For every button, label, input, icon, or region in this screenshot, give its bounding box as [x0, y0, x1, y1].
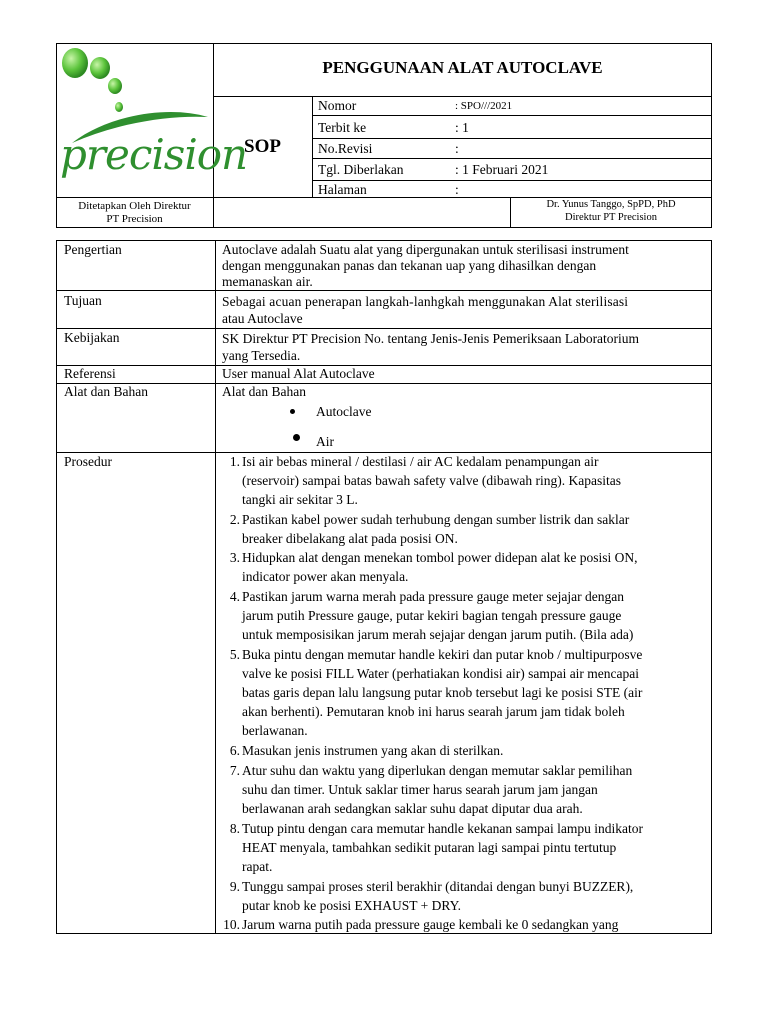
step-number: 5. — [229, 647, 240, 662]
meta-value-terbit: : 1 — [455, 120, 469, 135]
step-line: jarum putih Pressure gauge, putar kekiri bagian tengah pressure gauge — [242, 608, 622, 623]
bullet-icon — [293, 434, 300, 441]
step-number: 9. — [229, 879, 240, 894]
kebijakan-line: SK Direktur PT Precision No. tentang Jenis-Jenis Pemeriksaan Laboratorium — [222, 331, 640, 346]
tujuan-line: Sebagai acuan penerapan langkah-lanhgkah menggunakan Alat sterilisasi — [222, 294, 629, 309]
label-kebijakan: Kebijakan — [64, 330, 120, 345]
pengertian-line: memanaskan air. — [222, 274, 313, 289]
alat-item: Air — [316, 434, 334, 449]
meta-value-revisi: : — [455, 141, 459, 156]
tujuan-line: atau Autoclave — [222, 311, 303, 326]
step-line: breaker dibelakang alat pada posisi ON. — [242, 531, 458, 546]
procedure-step — [218, 741, 710, 760]
step-line: Jarum warna putih pada pressure gauge kembali ke 0 sedangkan yang — [242, 917, 619, 932]
meta-label-terbit: Terbit ke — [318, 120, 367, 135]
logo-wordmark: precision — [60, 130, 248, 179]
step-line: Buka pintu dengan memutar handle kekiri dan putar knob / multipurposve — [242, 647, 643, 662]
step-line: akan berhenti). Pemutaran knob ini harus searah jarum jam tidak boleh — [242, 704, 625, 719]
signer-title: Direktur PT Precision — [565, 212, 657, 223]
set-by-text — [56, 200, 213, 226]
step-line: rapat. — [242, 859, 273, 874]
procedure-step — [218, 877, 710, 915]
company-logo — [58, 45, 248, 195]
step-number: 2. — [229, 512, 240, 527]
step-line: Tunggu sampai proses steril berakhir (ditandai dengan bunyi BUZZER), — [242, 879, 634, 894]
step-line: Atur suhu dan waktu yang diperlukan dengan memutar saklar pemilihan — [242, 763, 633, 778]
sop-label: SOP — [244, 136, 281, 157]
meta-label-nomor: Nomor — [318, 98, 357, 113]
step-line: valve ke posisi FILL Water (perhatiakan kondisi air) sampai air mencapai — [242, 666, 640, 681]
tujuan-text — [222, 293, 708, 327]
alat-heading: Alat dan Bahan — [222, 384, 306, 399]
step-line: untuk memposisikan jarum merah sejajar dengan jarum putih. (Bila ada) — [242, 627, 634, 642]
meta-label-halaman: Halaman — [318, 182, 367, 197]
meta-value-tgl: : 1 Februari 2021 — [455, 162, 549, 177]
step-line: batas garis depan lalu langsung putar knob tersebut lagi ke posisi STE (air — [242, 685, 643, 700]
step-line: berlawanan. — [242, 723, 308, 738]
signer-text — [510, 198, 712, 224]
meta-value-halaman: : — [455, 182, 459, 197]
kebijakan-text — [222, 330, 708, 364]
procedure-step — [218, 587, 710, 644]
set-by-line2: PT Precision — [106, 213, 163, 225]
label-pengertian: Pengertian — [64, 242, 122, 257]
step-number: 8. — [229, 821, 240, 836]
document-title: PENGGUNAAN ALAT AUTOCLAVE — [322, 58, 603, 77]
step-line: putar knob ke posisi EXHAUST + DRY. — [242, 898, 461, 913]
procedure-step — [218, 761, 710, 818]
label-prosedur: Prosedur — [64, 454, 112, 469]
procedure-step — [218, 548, 710, 586]
pengertian-line: Autoclave adalah Suatu alat yang dipergunakan untuk sterilisasi instrument — [222, 242, 629, 257]
pengertian-line: dengan menggunakan panas dan tekanan uap yang dihasilkan dengan — [222, 258, 597, 273]
procedure-step — [218, 510, 710, 548]
alat-item: Autoclave — [316, 404, 372, 419]
bullet-icon — [290, 409, 295, 414]
step-number: 6. — [229, 743, 240, 758]
referensi-text: User manual Alat Autoclave — [222, 366, 375, 381]
step-number: 1. — [229, 454, 240, 469]
procedure-step — [218, 452, 710, 509]
procedure-step — [218, 645, 710, 740]
meta-label-revisi: No.Revisi — [318, 141, 373, 156]
step-line: berlawanan arah sedangkan saklar suhu dapat diputar dua arah. — [242, 801, 583, 816]
pengertian-text — [222, 242, 708, 290]
signer-name: Dr. Yunus Tanggo, SpPD, PhD — [546, 199, 676, 210]
step-line: indicator power akan menyala. — [242, 569, 409, 584]
step-line: suhu dan timer. Untuk saklar timer harus searah jarum jam jangan — [242, 782, 598, 797]
step-line: Masukan jenis instrumen yang akan di sterilkan. — [242, 743, 504, 758]
set-by-line1: Ditetapkan Oleh Direktur — [78, 200, 191, 212]
step-line: (reservoir) sampai batas bawah safety valve (dibawah ring). Kapasitas — [242, 473, 621, 488]
procedure-step — [218, 915, 710, 934]
label-alat-bahan: Alat dan Bahan — [64, 384, 148, 399]
step-number: 7. — [229, 763, 240, 778]
step-line: Hidupkan alat dengan menekan tombol power didepan alat ke posisi ON, — [242, 550, 638, 565]
step-number: 3. — [229, 550, 240, 565]
procedure-step — [218, 819, 710, 876]
kebijakan-line: yang Tersedia. — [222, 348, 301, 363]
label-tujuan: Tujuan — [64, 293, 102, 308]
step-line: Pastikan kabel power sudah terhubung dengan sumber listrik dan saklar — [242, 512, 630, 527]
step-line: Tutup pintu dengan cara memutar handle kekanan sampai lampu indikator — [242, 821, 644, 836]
step-line: Isi air bebas mineral / destilasi / air AC kedalam penampungan air — [242, 454, 599, 469]
step-line: tangki air sekitar 3 L. — [242, 492, 358, 507]
step-line: Pastikan jarum warna merah pada pressure gauge meter sejajar dengan — [242, 589, 624, 604]
step-line: HEAT menyala, tambahkan sedikit putaran lagi sampai pintu tertutup — [242, 840, 617, 855]
step-number: 4. — [229, 589, 240, 604]
label-referensi: Referensi — [64, 366, 116, 381]
step-number: 10. — [223, 917, 240, 932]
meta-label-tgl: Tgl. Diberlakan — [318, 162, 404, 177]
meta-value-nomor: : SPO///2021 — [455, 100, 513, 112]
